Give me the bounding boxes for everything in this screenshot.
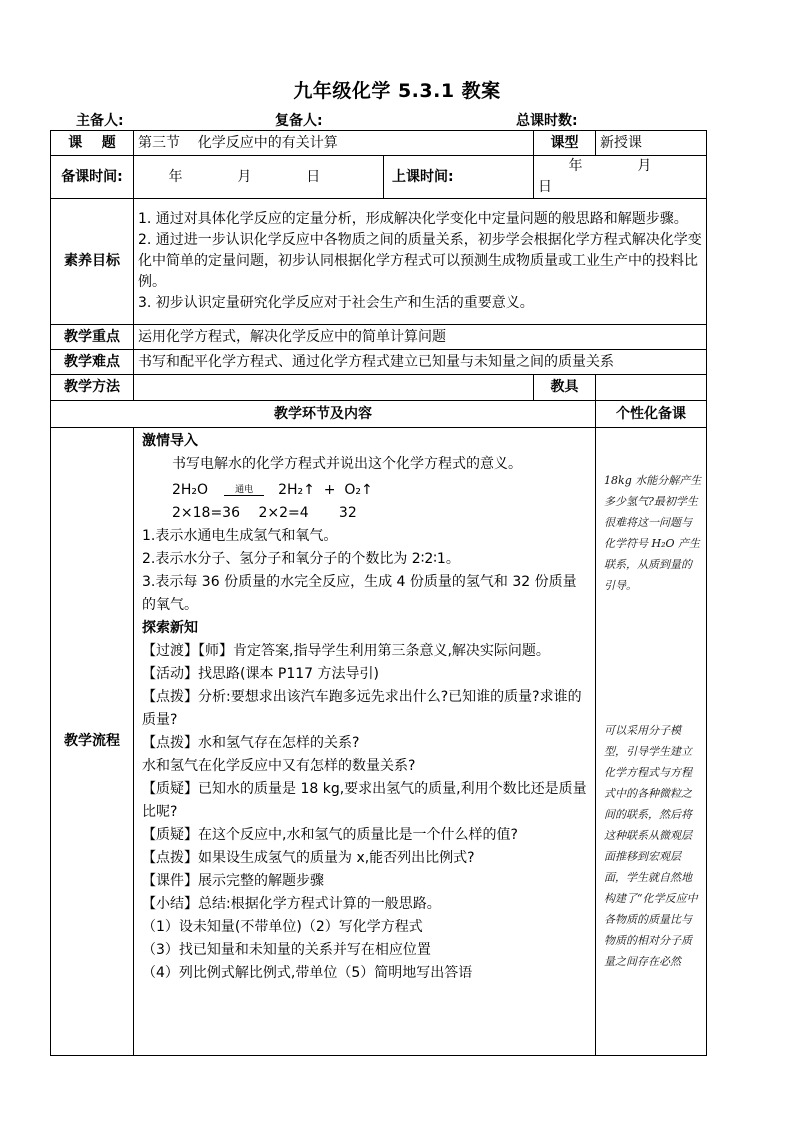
prep-month: 月 <box>237 168 252 185</box>
flow-step: 【点拨】如果设生成氢气的质量为 x,能否列出比例式? <box>142 850 475 866</box>
equation-left: 2H₂O <box>172 482 209 498</box>
tools-value <box>596 375 707 401</box>
goals-row <box>51 199 707 325</box>
review-preparer-label: 复备人: <box>275 113 323 129</box>
flow-step: （3）找已知量和未知量的关系并写在相应位置 <box>142 942 431 958</box>
flow-step: 【过渡】【师】肯定答案,指导学生利用第三条意义,解决实际问题。 <box>142 643 550 659</box>
flow-step: 【质疑】已知水的质量是 18 kg,要求出氢气的质量,利用个数比还是质量比呢? <box>142 781 587 820</box>
reaction-arrow <box>224 485 264 502</box>
class-month: 月 <box>637 158 652 174</box>
personal-notes <box>596 428 707 1056</box>
goal-item: 2. 通过进一步认识化学反应中各物质之间的质量关系，初步学会根据化学方程式解决化学变化中简单的定量问题，初步认同根据化学方程式可以预测生成物质量或工业生产中的投料比例。 <box>138 232 702 290</box>
intro-text: 书写电解水的化学方程式并说出这个化学方程式的意义。 <box>172 456 522 472</box>
method-label: 教学方法 <box>51 375 134 401</box>
course-type-value: 新授课 <box>596 131 707 156</box>
goal-item: 1. 通过对具体化学反应的定量分析，形成解决化学变化中定量问题的般思路和解题步骤。 <box>138 211 688 227</box>
class-time-label: 上课时间: <box>384 156 534 199</box>
class-day: 日 <box>538 179 553 195</box>
goals-label: 素养目标 <box>51 199 134 325</box>
note-one: 18kg 水能分解产生多少氢气?最初学生很难将这一问题与化学符号 H₂O 产生联系，从质到量的引导。 <box>604 474 702 592</box>
tools-label: 教具 <box>534 375 596 401</box>
class-time-value <box>534 156 707 199</box>
goals-content <box>134 199 707 325</box>
flow-step: 【点拨】水和氢气存在怎样的关系? <box>142 735 360 751</box>
meaning-item: 2.表示水分子、氢分子和氧分子的个数比为 2∶2∶1。 <box>142 551 460 567</box>
flow-step: 水和氢气在化学反应中又有怎样的数量关系? <box>142 758 416 774</box>
flow-content <box>134 428 596 1056</box>
flow-step: 【活动】找思路(课本 P117 方法导引) <box>142 666 379 682</box>
meaning-item: 3.表示每 36 份质量的水完全反应，生成 4 份质量的氢气和 32 份质量的氧气。 <box>142 574 577 613</box>
flow-step: （4）列比例式解比例式,带单位（5）简明地写出答语 <box>142 965 473 981</box>
main-preparer-label: 主备人: <box>76 113 124 129</box>
flow-label: 教学流程 <box>51 428 134 1056</box>
lesson-plan-table <box>50 130 707 1056</box>
note-two: 可以采用分子模型，引导学生建立化学方程式与方程式中的各种微粒之间的联系，然后将这种联系从微观层面推移到宏观层面，学生就自然地构建了“化学反应中各物质的质量比与物质的相对分子质量之间存在必然 <box>604 724 698 968</box>
intro-title: 激情导入 <box>142 433 198 449</box>
flow-step: 【点拨】分析:要想求出该汽车跑多远先求出什么?已知谁的质量?求谁的质量? <box>142 689 582 728</box>
total-hours-label: 总课时数: <box>516 113 578 129</box>
difficulty-label: 教学难点 <box>51 350 134 375</box>
prep-day: 日 <box>306 168 321 185</box>
prep-year: 年 <box>168 168 183 185</box>
course-value: 第三节 化学反应中的有关计算 <box>134 131 534 156</box>
method-value <box>134 375 534 401</box>
time-row <box>51 156 707 199</box>
meaning-item: 1.表示水通电生成氢气和氧气。 <box>142 528 338 544</box>
course-row <box>51 131 707 156</box>
goal-item: 3. 初步认识定量研究化学反应对于社会生产和生活的重要意义。 <box>138 295 534 311</box>
difficulty-row <box>51 350 707 375</box>
difficulty-value: 书写和配平化学方程式、通过化学方程式建立已知量与未知量之间的质量关系 <box>134 350 707 375</box>
course-type-label: 课型 <box>534 131 596 156</box>
course-label: 课 题 <box>51 131 134 156</box>
section-content-header: 教学环节及内容 <box>51 401 596 428</box>
flow-step: （1）设未知量(不带单位)（2）写化学方程式 <box>142 919 423 935</box>
prep-time-label: 备课时间: <box>51 156 134 199</box>
prep-time-value <box>134 156 384 199</box>
key-point-value: 运用化学方程式，解决化学反应中的简单计算问题 <box>134 325 707 350</box>
class-year: 年 <box>568 158 583 174</box>
mass-water: 2×18=36 <box>172 505 240 521</box>
section-personal-header: 个性化备课 <box>596 401 707 428</box>
flow-row <box>51 428 707 1056</box>
flow-step: 【课件】展示完整的解题步骤 <box>142 873 324 889</box>
mass-line <box>142 502 589 525</box>
equation-right: 2H₂↑ + O₂↑ <box>278 482 373 498</box>
method-row <box>51 375 707 401</box>
section-header-row <box>51 401 707 428</box>
key-point-row <box>51 325 707 350</box>
flow-step: 【质疑】在这个反应中,水和氢气的质量比是一个什么样的值? <box>142 827 518 843</box>
reaction-condition: 通电 <box>235 485 254 495</box>
author-line <box>52 110 706 130</box>
page-title: 九年级化学 5.3.1 教案 <box>293 80 501 102</box>
mass-oxygen: 32 <box>338 505 357 521</box>
chemical-equation <box>142 476 589 502</box>
mass-hydrogen: 2×2=4 <box>258 505 309 521</box>
explore-title: 探索新知 <box>142 620 198 636</box>
arrow-line <box>224 495 264 502</box>
flow-step: 【小结】总结:根据化学方程式计算的一般思路。 <box>142 896 441 912</box>
key-point-label: 教学重点 <box>51 325 134 350</box>
